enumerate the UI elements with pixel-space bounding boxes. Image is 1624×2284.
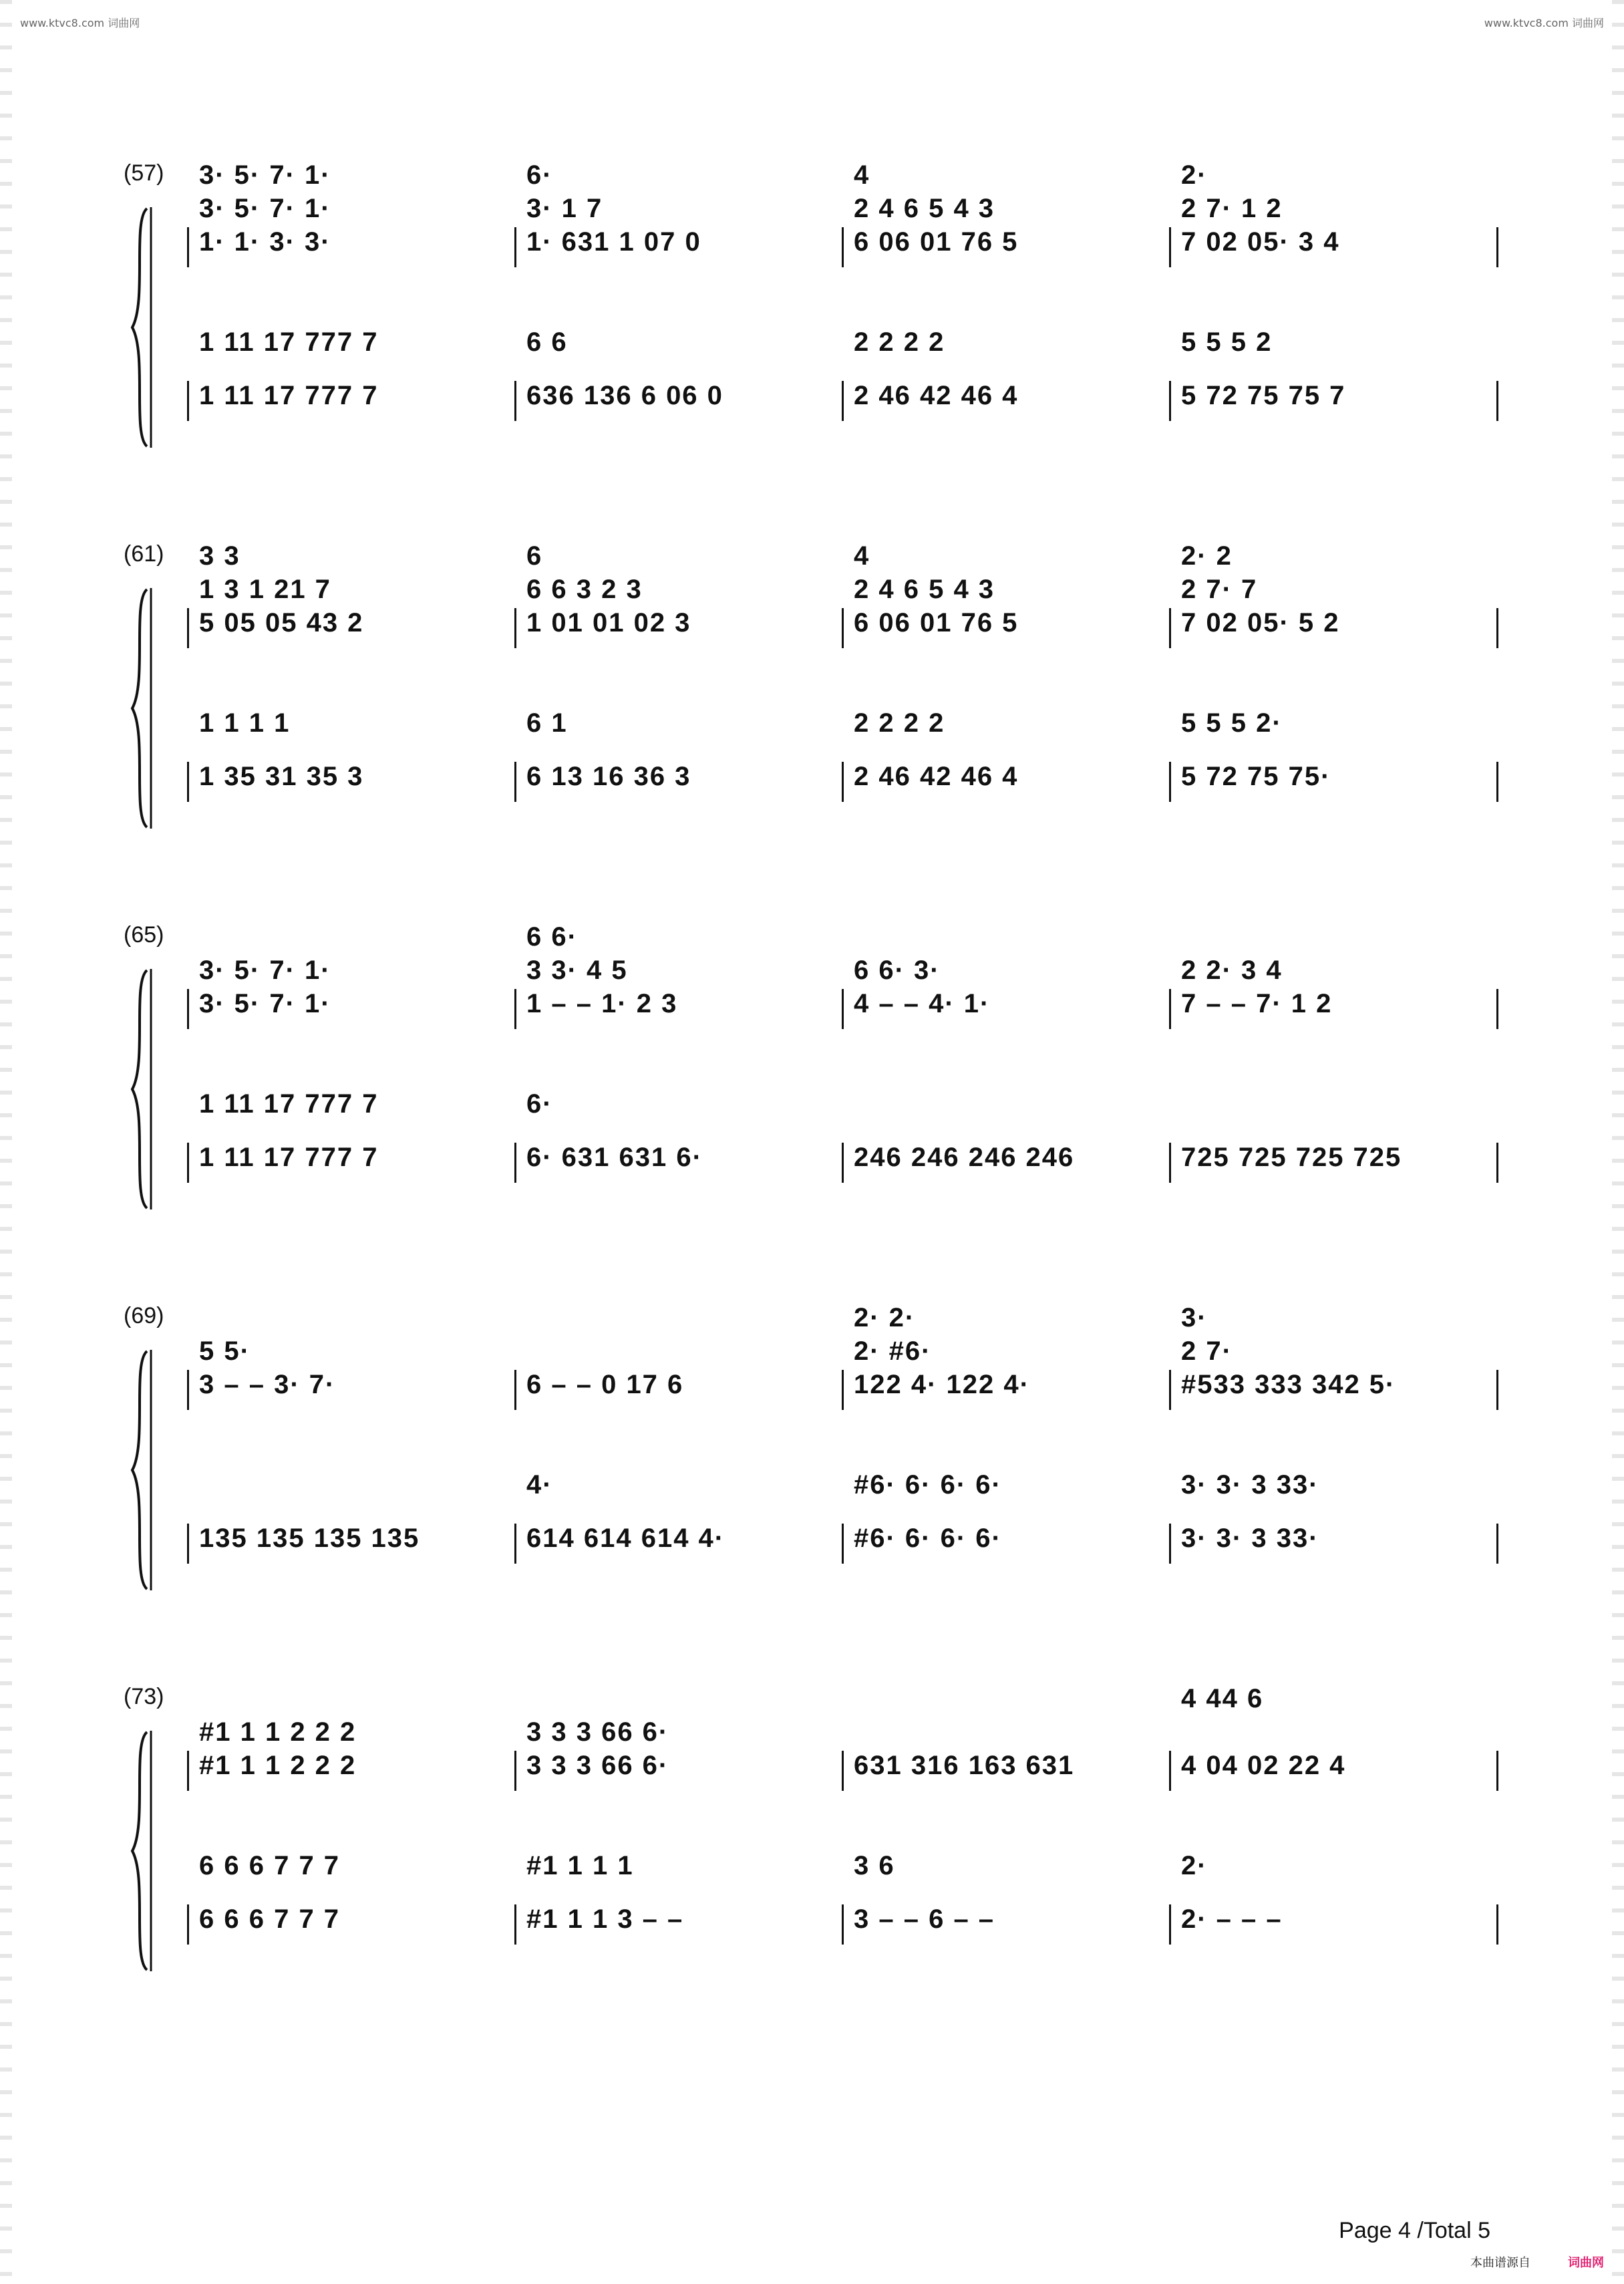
measure-notes: 6· [526,160,553,190]
measure-notes: 3 – – 6 – – [854,1904,995,1934]
score-system [124,922,1496,1236]
grand-staff-brace [127,207,154,448]
measure-notes: 7 02 05· 5 2 [1181,608,1340,637]
bar-line [514,762,516,802]
measure-notes [842,1089,1169,1119]
bar-line [1169,608,1171,648]
measure-notes: 6 6· 3· [854,956,941,985]
measure-notes: 1 11 17 777 7 [199,1143,379,1172]
measure-notes: 3 3 3 66 6· [526,1717,669,1747]
measure-notes: 2 2 2 2 [854,708,945,738]
notation-row-upper-top [187,541,1496,571]
measure-notes: 3· 1 7 [526,194,603,223]
bar-line [842,227,844,267]
bar-line [1496,1143,1498,1183]
measure-notes: 246 246 246 246 [854,1143,1075,1172]
right-edge-watermark-strip [1612,0,1624,2284]
measure-number: (61) [124,541,164,567]
bar-line [842,608,844,648]
measure-notes: 6 [526,541,543,571]
measure-notes: 2 7· [1181,1336,1233,1366]
measure-notes: 3 6 [854,1851,895,1880]
measure-notes: 5 72 75 75· [1181,762,1331,791]
measure-notes: 636 136 6 06 0 [526,381,723,410]
measure-notes: 2 4 6 5 4 3 [854,575,995,604]
measure-notes [1169,1089,1496,1119]
notation-row-upper-top [187,1684,1496,1714]
measure-notes [514,1303,842,1333]
score-system [124,1684,1496,1998]
notation-row-upper-mid [187,575,1496,605]
measure-notes: 4 [854,541,870,571]
bar-line [1496,1904,1498,1945]
bar-line [187,1904,189,1945]
measure-notes: 1 1 1 1 [199,708,291,738]
bar-line [1169,1143,1171,1183]
grand-staff-brace [127,969,154,1209]
bar-line [842,1370,844,1410]
grand-staff-brace [127,1350,154,1590]
measure-notes: 725 725 725 725 [1181,1143,1402,1172]
bar-line [187,381,189,421]
measure-number: (65) [124,922,164,948]
bar-line [1169,1904,1171,1945]
bar-line [1169,762,1171,802]
measure-notes: 6 06 01 76 5 [854,227,1019,257]
notation-row-upper-mid [187,1336,1496,1367]
measure-notes: 4 04 02 22 4 [1181,1751,1346,1780]
notation-row-lower-top [187,1470,1496,1500]
measure-notes: 3 3 [199,541,240,571]
bar-line [514,1370,516,1410]
measure-number: (69) [124,1303,164,1328]
bar-line [842,1904,844,1945]
measure-notes: 3· 5· 7· 1· [199,160,331,190]
measure-notes: 6 1 [526,708,568,738]
bar-line [514,1524,516,1564]
bar-line [1169,989,1171,1029]
measure-notes: 1 35 31 35 3 [199,762,364,791]
measure-notes: 2· 2 [1181,541,1233,571]
measure-notes: 6 6 [526,327,568,357]
measure-notes: 122 4· 122 4· [854,1370,1030,1399]
measure-notes: 4 44 6 [1181,1684,1264,1713]
measure-notes: 3 3· 4 5 [526,956,628,985]
measure-notes: 5 5 5 2· [1181,708,1283,738]
measure-notes [187,1303,514,1333]
bar-line [1496,762,1498,802]
measure-notes [187,922,514,952]
notation-row-upper-top [187,160,1496,190]
measure-notes: 2 4 6 5 4 3 [854,194,995,223]
measure-notes: 4 [854,160,870,190]
measure-notes [514,1336,842,1367]
source-stamp: 本曲谱源自 [1470,2256,1530,2269]
measure-notes: 6 13 16 36 3 [526,762,691,791]
notation-row-lower-top [187,1089,1496,1119]
header-right-site: www.ktvc8.com 词曲网 [1484,17,1604,29]
measure-notes: 1 11 17 777 7 [199,381,379,410]
bar-line [842,1143,844,1183]
measure-notes: 6 6· [526,922,578,952]
bar-line [1169,1524,1171,1564]
bar-line [842,762,844,802]
measure-notes: 1 11 17 777 7 [199,327,379,357]
bar-line [187,1751,189,1791]
measure-notes: 3· 5· 7· 1· [199,194,331,223]
bar-line [842,1751,844,1791]
bar-line [1496,227,1498,267]
notation-row-lower-top [187,1851,1496,1881]
measure-notes: 3· 3· 3 33· [1181,1470,1319,1500]
bar-line [187,1524,189,1564]
measure-notes: 4 – – 4· 1· [854,989,991,1018]
measure-notes: 2 46 42 46 4 [854,762,1019,791]
notation-row-lower-top [187,327,1496,358]
bar-line [1169,381,1171,421]
bar-line [187,608,189,648]
measure-notes: #6· 6· 6· 6· [854,1470,1002,1500]
measure-notes: 3· 5· 7· 1· [199,989,331,1018]
grand-staff-brace [127,588,154,829]
bar-line [187,762,189,802]
measure-notes: 2 2· 3 4 [1181,956,1283,985]
bar-line [842,989,844,1029]
measure-notes: 2 7· 7 [1181,575,1258,604]
measure-notes: 2· – – – [1181,1904,1283,1934]
bar-line [1496,381,1498,421]
measure-notes: 2· 2· [854,1303,916,1332]
bar-line [842,1524,844,1564]
bar-line [1496,1524,1498,1564]
bar-line [1169,1751,1171,1791]
measure-notes: 5 05 05 43 2 [199,608,364,637]
measure-notes: 6 6 6 7 7 7 [199,1904,341,1934]
measure-notes: 2 2 2 2 [854,327,945,357]
measure-notes: 1 11 17 777 7 [199,1089,379,1119]
score-system [124,160,1496,474]
grand-staff-brace [127,1731,154,1971]
notation-row-upper-mid [187,956,1496,986]
measure-notes: 6· 631 631 6· [526,1143,703,1172]
measure-notes [1169,922,1496,952]
measure-notes: #1 1 1 1 [526,1851,634,1880]
measure-notes: 631 316 163 631 [854,1751,1075,1780]
measure-notes [187,1684,514,1714]
bar-line [1169,1370,1171,1410]
measure-notes: 6· [526,1089,553,1119]
bar-line [514,608,516,648]
measure-notes: 1 – – 1· 2 3 [526,989,678,1018]
measure-notes: 7 02 05· 3 4 [1181,227,1340,257]
notation-row-upper-mid [187,1717,1496,1747]
bar-line [1169,227,1171,267]
measure-notes: 5 5· [199,1336,251,1366]
measure-notes: 4· [526,1470,553,1500]
measure-notes [514,1684,842,1714]
measure-notes: 2· [1181,160,1208,190]
left-edge-watermark-strip [0,0,12,2284]
bar-line [1496,608,1498,648]
measure-number: (57) [124,160,164,186]
measure-notes: #6· 6· 6· 6· [854,1524,1002,1553]
measure-notes: 7 – – 7· 1 2 [1181,989,1333,1018]
notation-row-lower-top [187,708,1496,738]
measure-number: (73) [124,1684,164,1709]
measure-notes: 3· 3· 3 33· [1181,1524,1319,1553]
measure-notes: 5 72 75 75 7 [1181,381,1346,410]
measure-notes: 6 6 6 7 7 7 [199,1851,341,1880]
source-stamp-logo: 词曲网 [1568,2256,1604,2269]
bar-line [1496,1370,1498,1410]
notation-row-upper-mid [187,194,1496,224]
measure-notes: 6 6 3 2 3 [526,575,643,604]
header-left-site: www.ktvc8.com 词曲网 [20,17,140,29]
bar-line [1496,989,1498,1029]
measure-notes: 1 01 01 02 3 [526,608,691,637]
score-system [124,1303,1496,1617]
measure-notes: 614 614 614 4· [526,1524,725,1553]
measure-notes: 1 3 1 21 7 [199,575,331,604]
bar-line [1496,1751,1498,1791]
bar-line [187,989,189,1029]
bar-line [514,381,516,421]
measure-notes: 3· [1181,1303,1208,1332]
bar-line [842,381,844,421]
bar-line [187,1143,189,1183]
measure-notes: 6 – – 0 17 6 [526,1370,684,1399]
measure-notes [842,1717,1169,1747]
score-system [124,541,1496,855]
bar-line [514,989,516,1029]
bar-line [514,1904,516,1945]
bar-line [514,1751,516,1791]
measure-notes: 2 7· 1 2 [1181,194,1283,223]
page-number: Page 4 /Total 5 [1339,2218,1490,2243]
measure-notes: 1· 1· 3· 3· [199,227,331,257]
measure-notes: 3 – – 3· 7· [199,1370,336,1399]
measure-notes [842,922,1169,952]
bar-line [187,227,189,267]
measure-notes: 5 5 5 2 [1181,327,1273,357]
measure-notes: 3 3 3 66 6· [526,1751,669,1780]
bar-line [514,227,516,267]
measure-notes: #1 1 1 2 2 2 [199,1717,357,1747]
bar-line [187,1370,189,1410]
measure-notes: 2· [1181,1851,1208,1880]
measure-notes: 2· #6· [854,1336,932,1366]
notation-row-upper-top [187,922,1496,952]
bar-line [514,1143,516,1183]
measure-notes [842,1684,1169,1714]
measure-notes: 2 46 42 46 4 [854,381,1019,410]
measure-notes: #1 1 1 2 2 2 [199,1751,357,1780]
measure-notes [187,1470,514,1500]
measure-notes: 135 135 135 135 [199,1524,420,1553]
measure-notes: #533 333 342 5· [1181,1370,1396,1399]
measure-notes: 1· 631 1 07 0 [526,227,701,257]
measure-notes: #1 1 1 3 – – [526,1904,684,1934]
notation-row-upper-top [187,1303,1496,1333]
measure-notes: 6 06 01 76 5 [854,608,1019,637]
measure-notes [1169,1717,1496,1747]
measure-notes: 3· 5· 7· 1· [199,956,331,985]
